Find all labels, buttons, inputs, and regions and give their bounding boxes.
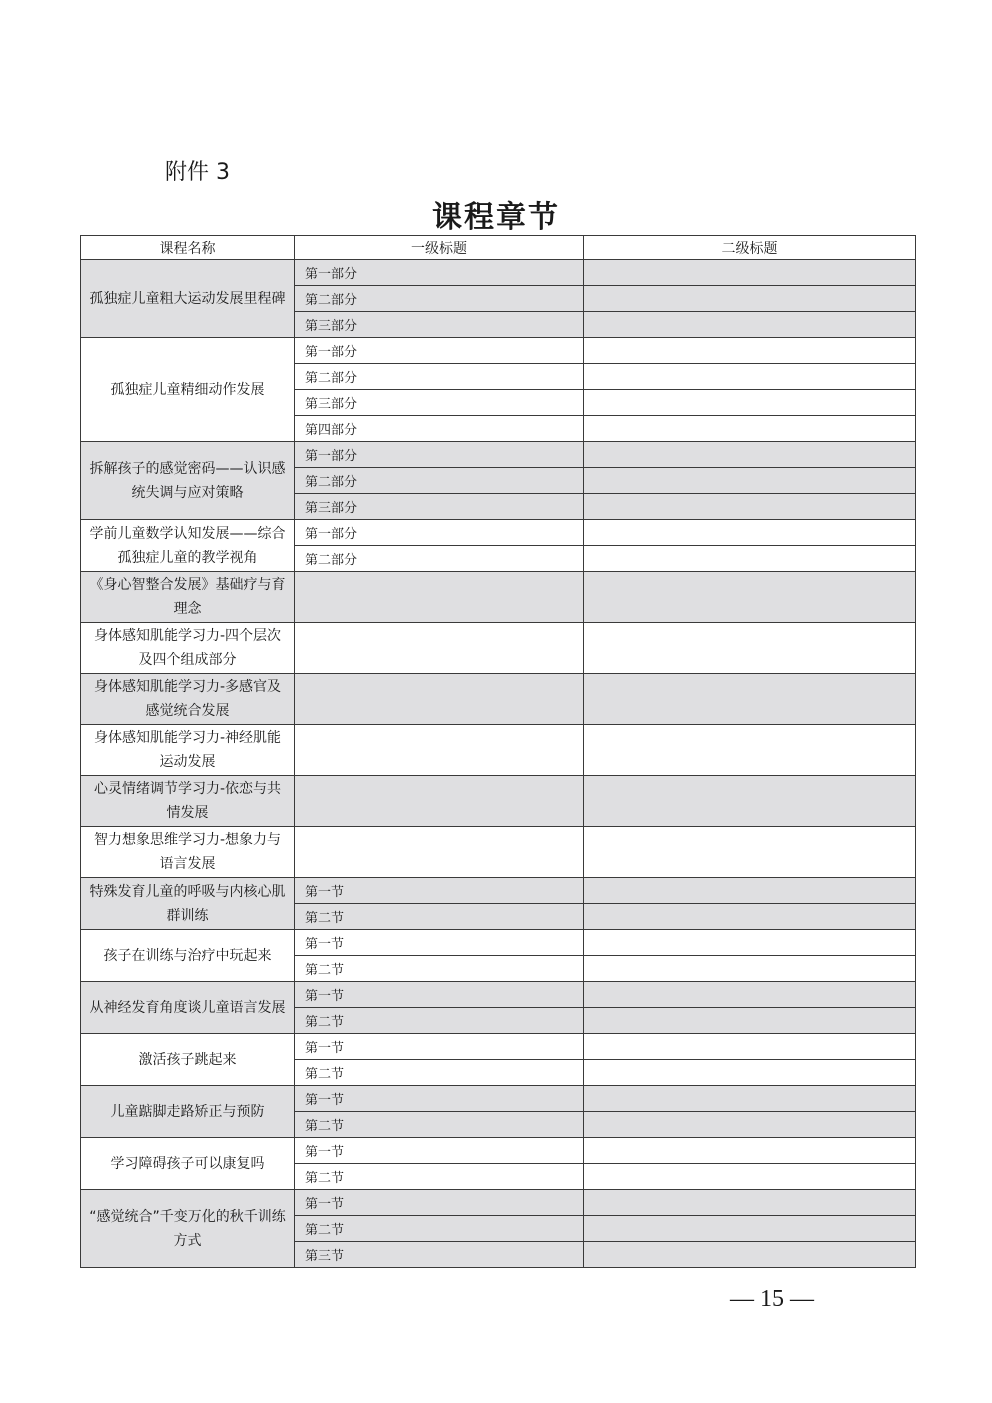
level2-title-cell — [584, 312, 916, 338]
table-row — [81, 260, 916, 286]
section-label: 第二节 — [295, 1060, 584, 1086]
section-label: 第二部分 — [295, 546, 584, 572]
section-label: 第一节 — [295, 1190, 584, 1216]
course-name-cell: 身体感知肌能学习力-神经肌能运动发展 — [81, 725, 295, 776]
level2-title-cell — [584, 1008, 916, 1034]
level2-title-cell — [584, 956, 916, 982]
table-row — [81, 442, 916, 468]
course-name-cell: 智力想象思维学习力-想象力与语言发展 — [81, 827, 295, 878]
level2-title-cell — [584, 1242, 916, 1268]
table-row — [81, 878, 916, 904]
section-label: 第四部分 — [295, 416, 584, 442]
header-course-name: 课程名称 — [81, 236, 295, 260]
level2-title-cell — [584, 442, 916, 468]
page-number: — 15 — — [730, 1286, 814, 1312]
section-label: 第一节 — [295, 1138, 584, 1164]
level2-title-cell — [584, 1164, 916, 1190]
level1-title-cell — [295, 623, 584, 674]
table-row — [81, 1138, 916, 1164]
section-label: 第一节 — [295, 982, 584, 1008]
section-label: 第二节 — [295, 956, 584, 982]
course-name-cell: 儿童踮脚走路矫正与预防 — [81, 1086, 295, 1138]
section-label: 第三部分 — [295, 390, 584, 416]
section-label: 第二节 — [295, 1112, 584, 1138]
level2-title-cell — [584, 1138, 916, 1164]
level2-title-cell — [584, 878, 916, 904]
level2-title-cell — [584, 930, 916, 956]
level2-title-cell — [584, 546, 916, 572]
level2-title-cell — [584, 1190, 916, 1216]
section-label: 第二部分 — [295, 468, 584, 494]
level1-title-cell — [295, 776, 584, 827]
table-row — [81, 520, 916, 546]
table-row — [81, 572, 916, 623]
level2-title-cell — [584, 520, 916, 546]
section-label: 第一部分 — [295, 442, 584, 468]
section-label: 第一节 — [295, 878, 584, 904]
table-row — [81, 827, 916, 878]
section-label: 第二部分 — [295, 364, 584, 390]
header-level2-title: 二级标题 — [584, 236, 916, 260]
level2-title-cell — [584, 1034, 916, 1060]
table-header-row — [81, 236, 916, 260]
section-label: 第一节 — [295, 1034, 584, 1060]
level2-title-cell — [584, 776, 916, 827]
table-row — [81, 1086, 916, 1112]
level1-title-cell — [295, 572, 584, 623]
level2-title-cell — [584, 364, 916, 390]
level2-title-cell — [584, 468, 916, 494]
document-title: 课程章节 — [432, 200, 560, 235]
table-row — [81, 674, 916, 725]
section-label: 第一部分 — [295, 520, 584, 546]
level1-title-cell — [295, 827, 584, 878]
section-label: 第三部分 — [295, 494, 584, 520]
level2-title-cell — [584, 260, 916, 286]
level2-title-cell — [584, 286, 916, 312]
course-name-cell: 学前儿童数学认知发展——综合孤独症儿童的教学视角 — [81, 520, 295, 572]
level2-title-cell — [584, 416, 916, 442]
table-row — [81, 623, 916, 674]
section-label: 第二节 — [295, 1216, 584, 1242]
level2-title-cell — [584, 1112, 916, 1138]
level2-title-cell — [584, 674, 916, 725]
section-label: 第二节 — [295, 904, 584, 930]
level1-title-cell — [295, 674, 584, 725]
section-label: 第一节 — [295, 1086, 584, 1112]
section-label: 第一部分 — [295, 260, 584, 286]
level2-title-cell — [584, 827, 916, 878]
course-name-cell: 《身心智整合发展》基础疗与育理念 — [81, 572, 295, 623]
table-row — [81, 1034, 916, 1060]
table-row — [81, 776, 916, 827]
course-name-cell: 心灵情绪调节学习力-依恋与共情发展 — [81, 776, 295, 827]
level2-title-cell — [584, 1216, 916, 1242]
course-name-cell: “感觉统合”千变万化的秋千训练方式 — [81, 1190, 295, 1268]
table-row — [81, 1190, 916, 1216]
course-table-body — [81, 260, 916, 1268]
level2-title-cell — [584, 494, 916, 520]
course-name-cell: 从神经发育角度谈儿童语言发展 — [81, 982, 295, 1034]
attachment-label: 附件 3 — [165, 160, 230, 185]
level2-title-cell — [584, 390, 916, 416]
course-name-cell: 激活孩子跳起来 — [81, 1034, 295, 1086]
level2-title-cell — [584, 1086, 916, 1112]
level2-title-cell — [584, 982, 916, 1008]
section-label: 第二节 — [295, 1008, 584, 1034]
level2-title-cell — [584, 623, 916, 674]
section-label: 第一节 — [295, 930, 584, 956]
section-label: 第二部分 — [295, 286, 584, 312]
course-name-cell: 特殊发育儿童的呼吸与内核心肌群训练 — [81, 878, 295, 930]
section-label: 第一部分 — [295, 338, 584, 364]
course-name-cell: 孤独症儿童精细动作发展 — [81, 338, 295, 442]
table-row — [81, 725, 916, 776]
course-name-cell: 拆解孩子的感觉密码——认识感统失调与应对策略 — [81, 442, 295, 520]
level2-title-cell — [584, 572, 916, 623]
header-level1-title: 一级标题 — [295, 236, 584, 260]
course-name-cell: 孩子在训练与治疗中玩起来 — [81, 930, 295, 982]
level1-title-cell — [295, 725, 584, 776]
course-chapter-table — [80, 235, 916, 1268]
course-name-cell: 身体感知肌能学习力-多感官及感觉统合发展 — [81, 674, 295, 725]
course-name-cell: 孤独症儿童粗大运动发展里程碑 — [81, 260, 295, 338]
table-row — [81, 930, 916, 956]
course-name-cell: 身体感知肌能学习力-四个层次及四个组成部分 — [81, 623, 295, 674]
level2-title-cell — [584, 725, 916, 776]
table-row — [81, 982, 916, 1008]
table-row — [81, 338, 916, 364]
course-name-cell: 学习障碍孩子可以康复吗 — [81, 1138, 295, 1190]
level2-title-cell — [584, 904, 916, 930]
level2-title-cell — [584, 1060, 916, 1086]
section-label: 第三节 — [295, 1242, 584, 1268]
section-label: 第二节 — [295, 1164, 584, 1190]
section-label: 第三部分 — [295, 312, 584, 338]
level2-title-cell — [584, 338, 916, 364]
